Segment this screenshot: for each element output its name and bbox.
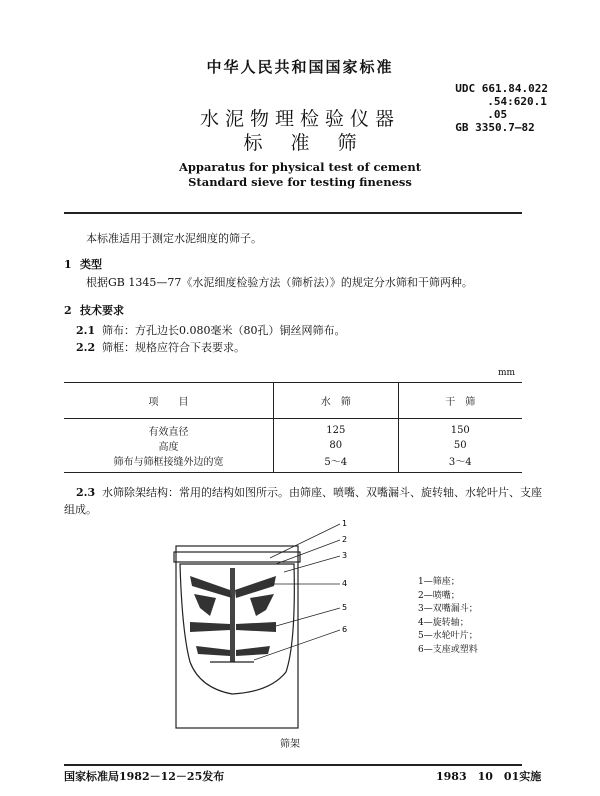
- header-rule: [64, 212, 522, 214]
- upper-blade-wing-right: [250, 594, 274, 616]
- upper-blade-wing-left: [194, 594, 216, 616]
- callout-1: 1: [342, 519, 348, 528]
- section-2-3-text-cont: 组成。: [64, 503, 97, 516]
- row-dry-value: 50: [453, 440, 467, 451]
- row-water-value: 5～4: [274, 453, 398, 473]
- legend-item-4: 4—旋转轴；: [418, 617, 469, 628]
- intro-text: 本标准适用于测定水泥细度的筛子。: [86, 232, 262, 245]
- section-2-2-text: 筛框：规格应符合下表要求。: [102, 341, 245, 354]
- figure-legend: [418, 576, 478, 657]
- callout-2: 2: [342, 535, 348, 544]
- section-1-text: 根据GB 1345—77《水泥细度检验方法（筛析法）》的规定分水筛和干筛两种。: [86, 276, 473, 289]
- footer-rule: [64, 764, 522, 766]
- row-dry-value: 150: [450, 425, 470, 436]
- table-unit: mm: [498, 368, 516, 378]
- title-en-line1: Apparatus for physical test of cement: [178, 160, 422, 174]
- section-2-2-number: 2.2: [76, 341, 96, 354]
- table-header-row: [64, 383, 522, 419]
- header-dry-sieve: 干 筛: [445, 397, 476, 408]
- callout-4: 4: [342, 579, 348, 588]
- effective-date: 1983 10 01实施: [436, 770, 542, 783]
- section-1-title: 类型: [80, 258, 102, 271]
- legend-item-1: 1—筛座；: [418, 577, 460, 587]
- row-label: 筛布与筛框接缝外边的宽: [64, 453, 274, 473]
- section-2-title: 技术要求: [80, 304, 124, 317]
- row-label: 高度: [64, 438, 274, 453]
- udc-line-2: .54:620.1: [487, 95, 547, 108]
- table-row: [64, 438, 522, 453]
- leader-5: [276, 608, 340, 626]
- title-cn-line2: 标准筛: [243, 132, 385, 154]
- row-water-value: 125: [274, 419, 398, 439]
- section-2-1-number: 2.1: [76, 324, 96, 337]
- callout-3: 3: [342, 551, 348, 560]
- sieve-rim: [174, 552, 300, 562]
- callout-5: 5: [342, 603, 348, 612]
- figure-frame: [176, 546, 298, 728]
- section-2-3-number: 2.3: [76, 486, 96, 499]
- legend-item-5: 5—水轮叶片；: [418, 631, 478, 641]
- section-2-1-text: 筛布：方孔边长0.080毫米（80孔）铜丝网筛布。: [102, 324, 346, 337]
- figure-caption: 筛架: [280, 739, 300, 750]
- issue-date: 国家标准局1982－12－25发布: [64, 770, 225, 783]
- row-label: 有效直径: [64, 419, 274, 439]
- issuing-org: 中华人民共和国国家标准: [206, 58, 394, 76]
- legend-item-2: 2—喷嘴；: [418, 590, 460, 601]
- legend-item-6: 6—支座或塑料: [418, 644, 478, 655]
- row-dry-value: 3～4: [448, 457, 472, 468]
- legend-item-3: 3—双嘴漏斗；: [418, 604, 478, 614]
- gb-number: GB 3350.7—82: [455, 121, 535, 134]
- leader-6: [254, 630, 340, 660]
- title-en-line2: Standard sieve for testing fineness: [188, 175, 412, 189]
- title-cn-line1: 水泥物理检验仪器: [199, 108, 400, 130]
- table-row: [64, 419, 522, 439]
- table-row: [64, 453, 522, 473]
- rotating-shaft: [230, 568, 235, 662]
- section-2-3-text: 水筛除架结构：常用的结构如图所示。由筛座、喷嘴、双嘴漏斗、旋转轴、水轮叶片、支座: [102, 486, 542, 499]
- sieve-stand-figure: [150, 512, 370, 732]
- row-water-value: 80: [274, 438, 398, 453]
- section-2-number: 2: [64, 304, 72, 317]
- sieve-frame-table: [64, 382, 522, 473]
- header-item: 项 目: [64, 383, 274, 419]
- udc-line-3: .05: [487, 108, 508, 121]
- callout-6: 6: [342, 625, 348, 634]
- udc-line-1: UDC 661.84.022: [455, 82, 548, 95]
- header-water-sieve: 水 筛: [274, 383, 398, 419]
- section-1-number: 1: [64, 258, 72, 271]
